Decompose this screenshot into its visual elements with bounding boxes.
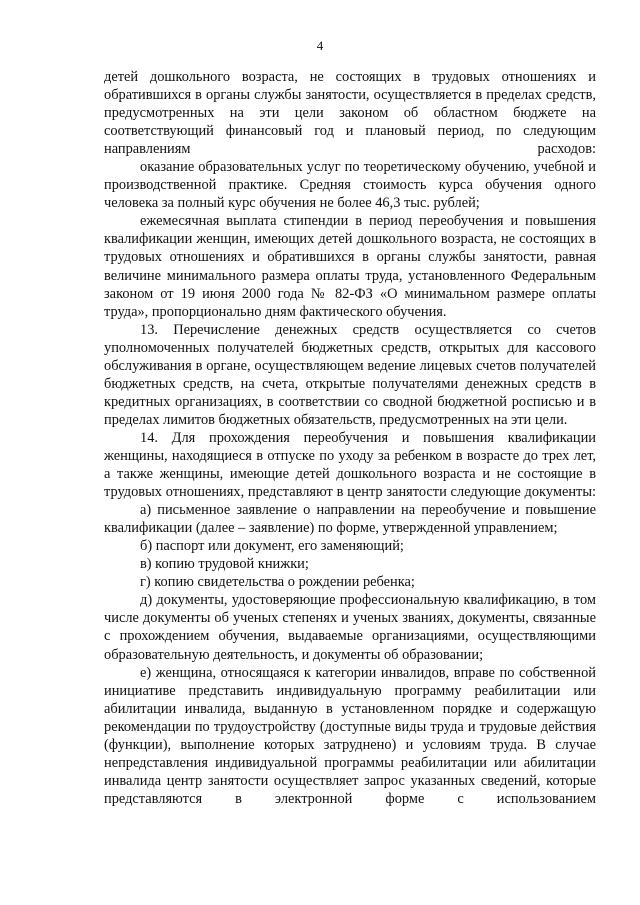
paragraph: ежемесячная выплата стипендии в период переобучения и повышения квалификации женщин, имеющих детей дошкольного возраста, не состоящих в трудовых отношениях и обратившихся в органы службы занятости, равная величине минимального размера оплаты труда, установленного Федеральным законом от 19 июня 2000 года № 82-ФЗ «О минимальном размере оплаты труда», пропорционально дням фактического обучения. <box>104 213 596 320</box>
page-number: 4 <box>316 38 324 53</box>
paragraph: в) копию трудовой книжки; <box>140 556 309 573</box>
body-text <box>104 68 596 808</box>
paragraph: б) паспорт или документ, его заменяющий; <box>140 538 404 555</box>
paragraph: г) копию свидетельства о рождении ребенка; <box>140 574 415 591</box>
paragraph: детей дошкольного возраста, не состоящих в трудовых отношениях и обратившихся в органы службы занятости, осуществляется в пределах средств, предусмотренных на эти цели законом об областном бюджете на соответствующий финансовый год и плановый период, по следующим направлениям расходов: <box>104 69 596 158</box>
paragraph: д) документы, удостоверяющие профессиональную квалификацию, в том числе документы об ученых степенях и ученых званиях, документы, связанные с прохождением обучения, выдаваемые организациями, осуществляющими образовательную деятельность, и документы об образовании; <box>104 592 596 663</box>
paragraph: а) письменное заявление о направлении на переобучение и повышение квалификации (далее – заявление) по форме, утвержденной управлением; <box>104 502 596 537</box>
paragraph: 13. Перечисление денежных средств осуществляется со счетов уполномоченных получателей бюджетных средств, открытых для кассового обслуживания в органе, осуществляющем ведение лицевых счетов получателей бюджетных средств, на счета, открытые получателями денежных средств в кредитных организациях, в соответствии со сводной бюджетной росписью и в пределах лимитов бюджетных обязательств, предусмотренных на эти цели. <box>104 321 596 428</box>
paragraph: 14. Для прохождения переобучения и повышения квалификации женщины, находящиеся в отпуске по уходу за ребенком в возрасте до трех лет, а также женщины, имеющие детей дошкольного возраста и не состоящие в трудовых отношениях, представляют в центр занятости следующие документы: <box>104 429 596 501</box>
paragraph: оказание образовательных услуг по теоретическому обучению, учебной и производственной практике. Средняя стоимость курса обучения одного человека за полный курс обучения не более 46,3 тыс. рублей; <box>104 159 596 212</box>
paragraph: е) женщина, относящаяся к категории инвалидов, вправе по собственной инициативе представить индивидуальную программу реабилитации или абилитации инвалида, выданную в установленном порядке и содержащую рекомендации по трудоустройству (доступные виды труда и трудовые действия (функции), выполнение которых затруднено) и условиям труда. В случае непредставления индивидуальной программы реабилитации или абилитации инвалида центр занятости осуществляет запрос указанных сведений, которые представляются в электронной форме с использованием <box>104 664 596 807</box>
